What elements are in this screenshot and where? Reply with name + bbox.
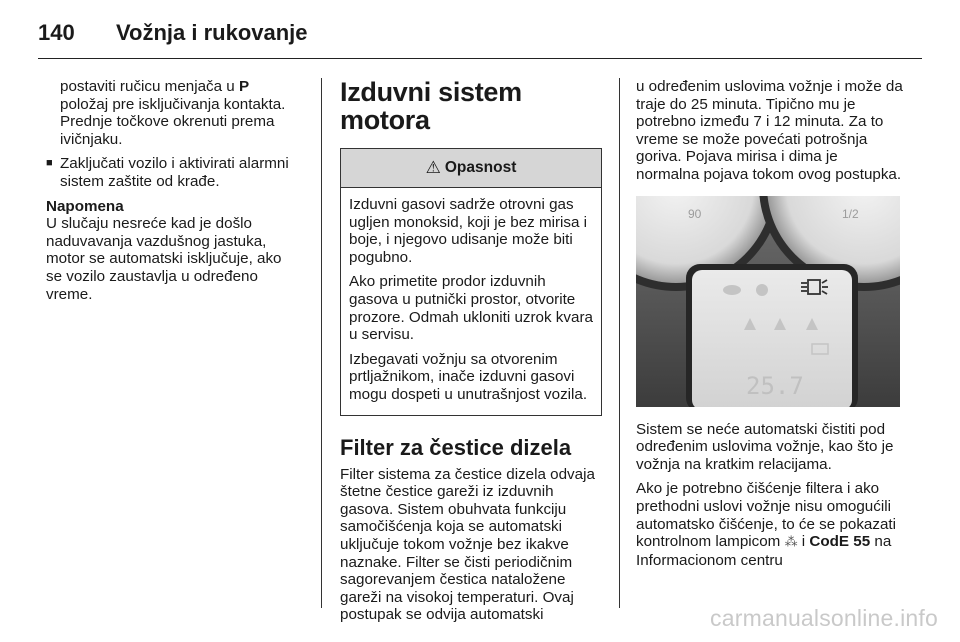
subsection-title: Filter za čestice dizela (340, 434, 572, 460)
warning-triangle-icon: ⚠ (425, 158, 441, 178)
note-title: Napomena (46, 197, 124, 215)
warning-paragraph-1: Izduvni gasovi sadrže otrovni gas ugljen monoksid, koji je bez mirisa i boje, i njegovo udisanje može biti pogubno. (349, 196, 588, 266)
column-1 (46, 78, 301, 310)
column-2 (340, 78, 602, 631)
warning-paragraph-3: Izbegavati vožnju sa otvorenim prtljažnikom, inače izduvni gasovi mogu dospeti u unutrašnjost vozila. (349, 350, 588, 403)
warning-header (341, 149, 601, 188)
instrument-cluster-photo (636, 196, 900, 407)
parking-instruction: postaviti ručicu menjača u P položaj pre isključivanja kontakta. Prednje točkove okrenuti prema ivičnjaku. (60, 78, 286, 148)
note-text: U slučaju nesreće kad je došlo naduvavanja vazdušnog jastuka, motor se automatski isključuje, ako se vozilo zaustavlja u određeno vreme. (46, 215, 282, 303)
gauge-left-label: 90 (688, 206, 702, 221)
column-divider-1 (321, 78, 322, 608)
warning-paragraph-2: Ako primetite prodor izduvnih gasova u putnički prostor, otvorite prozore. Odmah ukloniti uzrok kvara u servisu. (349, 273, 593, 344)
watermark: carmanualsonline.info (710, 605, 938, 631)
page-header (38, 14, 922, 59)
display-reading: 25.7 (746, 371, 804, 400)
no-self-cleaning-paragraph: Sistem se neće automatski čistiti pod određenim uslovima vožnje, kao što je vožnja na kratkim relacijama. (636, 420, 894, 473)
code-55: CodE 55 (809, 533, 871, 551)
column-3 (636, 78, 904, 576)
regeneration-paragraph: u određenim uslovima vožnje i može da traje do 25 minuta. Tipično mu je potrebno između 7 i 12 minuta. Za to vreme se može povećati potrošnja goriva. Pojava mirisa i dima je normalna pojava tokom ovog postupka. (636, 78, 903, 183)
bullet-item-lock: ■ Zaključati vozilo i aktivirati alarmni sistem zaštite od krađe. (46, 155, 289, 190)
column-divider-2 (619, 78, 620, 608)
warning-box (340, 148, 602, 416)
gauge-right-label: 1/2 (842, 206, 859, 221)
warning-title: Opasnost (444, 159, 517, 177)
warning-body (341, 188, 601, 415)
bullet-mark: ■ (46, 157, 53, 170)
chapter-title: Vožnja i rukovanje (116, 20, 308, 45)
control-lamp-paragraph: Ako je potrebno čišćenje filtera i ako prethodni uslovi vožnje nisu omogućili automatsko čišćenje, to će se pokazati kontrolnom lampicom ⁂ i CodE 55 na Informacionom centru (636, 480, 897, 569)
dpf-lamp-icon: ⁂ (784, 535, 798, 551)
section-title: Izduvni sistem motora (340, 77, 522, 135)
gear-p: P (238, 78, 250, 95)
page-number: 140 (38, 20, 75, 45)
dpf-paragraph: Filter sistema za čestice dizela odvaja štetne čestice gareži iz izduvnih gasova. Sistem obuhvata funkciju samočišćenja koja se automatski uključuje tokom vožnje bez ikakve naznake. Filter se čisti periodičnim sagorevanjem čestica nataložene gareži na visokoj temperaturi. Ovaj postupak se odvija automatski (340, 465, 595, 624)
